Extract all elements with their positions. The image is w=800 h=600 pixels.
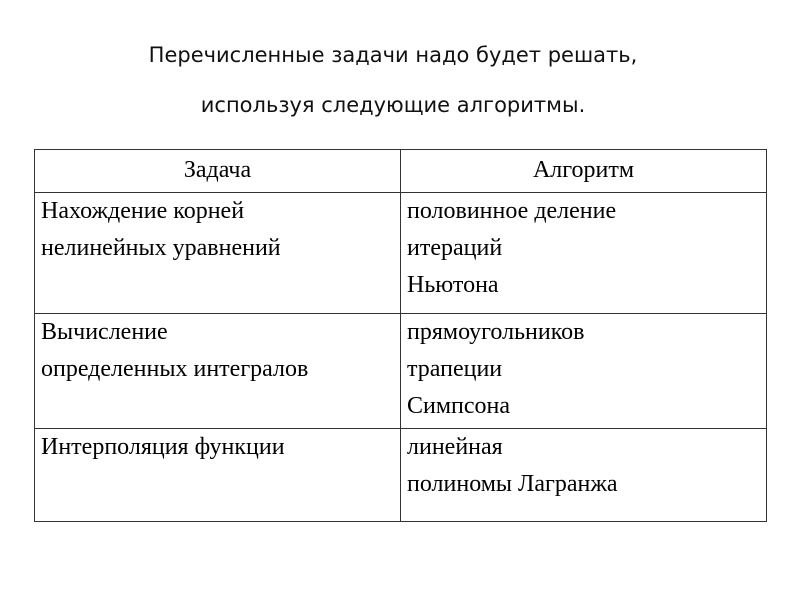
task-cell	[35, 193, 401, 314]
algorithm-text: прямоугольников	[407, 319, 585, 345]
algorithm-text: трапеции	[407, 356, 503, 382]
algorithm-cell	[401, 429, 767, 522]
algorithm-cell	[401, 314, 767, 429]
task-cell	[35, 429, 401, 522]
task-text: Вычисление	[41, 319, 168, 345]
task-text: определенных интегралов	[41, 356, 309, 382]
table-row	[35, 193, 767, 314]
algorithm-cell	[401, 193, 767, 314]
algorithm-text: итераций	[407, 235, 503, 261]
header-algorithm: Алгоритм	[401, 150, 767, 193]
task-cell	[35, 314, 401, 429]
task-text: нелинейных уравнений	[41, 235, 281, 261]
algorithm-text: Симпсона	[407, 393, 511, 419]
table-row	[35, 429, 767, 522]
algorithm-text: половинное деление	[407, 198, 617, 224]
table-header-row	[35, 150, 767, 193]
task-text: Интерполяция функции	[41, 434, 285, 460]
algorithm-text: линейная	[407, 434, 503, 460]
header-task: Задача	[35, 150, 401, 193]
algorithm-text: Ньютона	[407, 272, 499, 298]
algorithms-table	[34, 149, 767, 522]
task-text: Нахождение корней	[41, 198, 245, 224]
slide-title	[0, 30, 786, 130]
algorithm-text: полиномы Лагранжа	[407, 471, 618, 497]
table-row	[35, 314, 767, 429]
title-line-1: Перечисленные задачи надо будет решать,	[148, 43, 638, 67]
title-line-2: используя следующие алгоритмы.	[200, 93, 586, 117]
